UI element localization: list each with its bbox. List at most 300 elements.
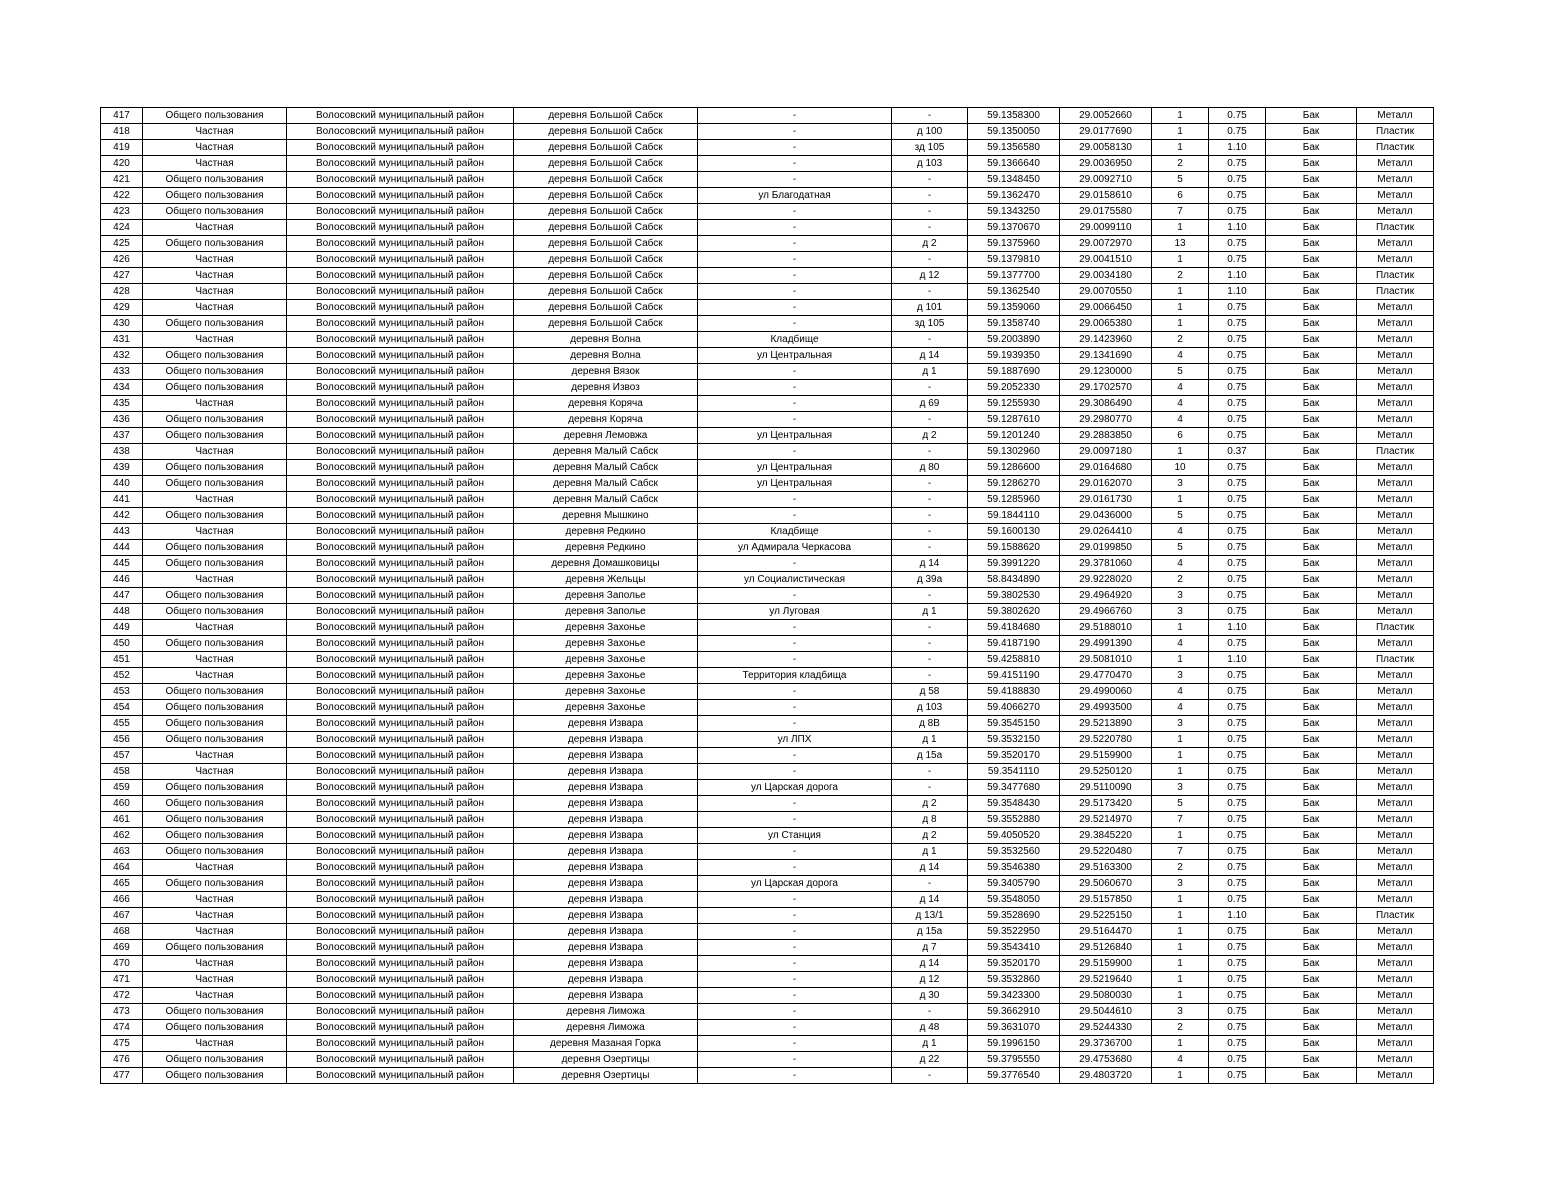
cell-latitude: 59.1366640 xyxy=(968,156,1060,172)
cell-container-type: Бак xyxy=(1266,652,1357,668)
cell-longitude: 29.5220780 xyxy=(1060,732,1152,748)
cell-district: Волосовский муниципальный район xyxy=(287,988,514,1004)
cell-number: 449 xyxy=(101,620,143,636)
cell-street: ул Адмирала Черкасова xyxy=(698,540,892,556)
cell-container-type: Бак xyxy=(1266,748,1357,764)
cell-district: Волосовский муниципальный район xyxy=(287,316,514,332)
cell-volume: 1.10 xyxy=(1209,908,1266,924)
cell-district: Волосовский муниципальный район xyxy=(287,1052,514,1068)
cell-street: - xyxy=(698,156,892,172)
cell-latitude: 59.1379810 xyxy=(968,252,1060,268)
cell-latitude: 59.1302960 xyxy=(968,444,1060,460)
cell-container-count: 1 xyxy=(1152,940,1209,956)
cell-house: д 69 xyxy=(892,396,968,412)
table-row xyxy=(101,316,1434,332)
cell-street: - xyxy=(698,492,892,508)
table-row xyxy=(101,732,1434,748)
cell-latitude: 59.4188830 xyxy=(968,684,1060,700)
cell-ownership: Общего пользования xyxy=(143,316,287,332)
cell-ownership: Частная xyxy=(143,764,287,780)
cell-material: Металл xyxy=(1357,540,1434,556)
cell-longitude: 29.0041510 xyxy=(1060,252,1152,268)
cell-longitude: 29.5159900 xyxy=(1060,956,1152,972)
cell-container-count: 1 xyxy=(1152,140,1209,156)
cell-settlement: деревня Волна xyxy=(514,348,698,364)
table-row xyxy=(101,652,1434,668)
cell-street: - xyxy=(698,140,892,156)
table-row xyxy=(101,764,1434,780)
cell-street: ул Царская дорога xyxy=(698,780,892,796)
cell-material: Металл xyxy=(1357,636,1434,652)
cell-ownership: Частная xyxy=(143,748,287,764)
cell-container-count: 4 xyxy=(1152,556,1209,572)
table-row xyxy=(101,124,1434,140)
cell-house: д 13/1 xyxy=(892,908,968,924)
table-row xyxy=(101,540,1434,556)
cell-container-count: 1 xyxy=(1152,124,1209,140)
table-row xyxy=(101,556,1434,572)
cell-number: 454 xyxy=(101,700,143,716)
cell-district: Волосовский муниципальный район xyxy=(287,460,514,476)
cell-ownership: Общего пользования xyxy=(143,828,287,844)
table-row xyxy=(101,844,1434,860)
cell-longitude: 29.0199850 xyxy=(1060,540,1152,556)
cell-settlement: деревня Мазаная Горка xyxy=(514,1036,698,1052)
cell-material: Металл xyxy=(1357,1004,1434,1020)
cell-ownership: Частная xyxy=(143,1036,287,1052)
cell-volume: 0.75 xyxy=(1209,524,1266,540)
cell-material: Металл xyxy=(1357,1068,1434,1084)
cell-street: - xyxy=(698,892,892,908)
cell-ownership: Частная xyxy=(143,668,287,684)
cell-district: Волосовский муниципальный район xyxy=(287,476,514,492)
table-row xyxy=(101,252,1434,268)
cell-longitude: 29.4966760 xyxy=(1060,604,1152,620)
cell-container-type: Бак xyxy=(1266,764,1357,780)
cell-ownership: Частная xyxy=(143,572,287,588)
cell-container-count: 4 xyxy=(1152,380,1209,396)
cell-district: Волосовский муниципальный район xyxy=(287,124,514,140)
cell-longitude: 29.9228020 xyxy=(1060,572,1152,588)
cell-settlement: деревня Малый Сабск xyxy=(514,492,698,508)
cell-ownership: Частная xyxy=(143,220,287,236)
cell-container-type: Бак xyxy=(1266,876,1357,892)
cell-number: 464 xyxy=(101,860,143,876)
cell-volume: 0.75 xyxy=(1209,636,1266,652)
table-row xyxy=(101,876,1434,892)
cell-street: ул Станция xyxy=(698,828,892,844)
cell-volume: 0.75 xyxy=(1209,1036,1266,1052)
cell-container-type: Бак xyxy=(1266,412,1357,428)
cell-latitude: 59.1286600 xyxy=(968,460,1060,476)
cell-ownership: Частная xyxy=(143,988,287,1004)
cell-number: 431 xyxy=(101,332,143,348)
table-row xyxy=(101,988,1434,1004)
cell-house: - xyxy=(892,108,968,124)
cell-material: Металл xyxy=(1357,476,1434,492)
cell-house: - xyxy=(892,492,968,508)
cell-longitude: 29.0072970 xyxy=(1060,236,1152,252)
cell-material: Металл xyxy=(1357,412,1434,428)
table-row xyxy=(101,1052,1434,1068)
table-row xyxy=(101,908,1434,924)
cell-street: - xyxy=(698,556,892,572)
cell-volume: 0.75 xyxy=(1209,1052,1266,1068)
cell-street: Кладбище xyxy=(698,332,892,348)
cell-ownership: Общего пользования xyxy=(143,604,287,620)
cell-district: Волосовский муниципальный район xyxy=(287,236,514,252)
cell-longitude: 29.5044610 xyxy=(1060,1004,1152,1020)
cell-number: 418 xyxy=(101,124,143,140)
cell-container-count: 1 xyxy=(1152,988,1209,1004)
cell-material: Металл xyxy=(1357,348,1434,364)
cell-container-count: 2 xyxy=(1152,268,1209,284)
cell-material: Металл xyxy=(1357,684,1434,700)
cell-settlement: деревня Малый Сабск xyxy=(514,476,698,492)
cell-volume: 0.75 xyxy=(1209,396,1266,412)
cell-house: - xyxy=(892,540,968,556)
cell-container-type: Бак xyxy=(1266,124,1357,140)
cell-container-count: 1 xyxy=(1152,652,1209,668)
cell-material: Пластик xyxy=(1357,444,1434,460)
cell-longitude: 29.1702570 xyxy=(1060,380,1152,396)
cell-container-count: 3 xyxy=(1152,668,1209,684)
cell-number: 427 xyxy=(101,268,143,284)
cell-district: Волосовский муниципальный район xyxy=(287,268,514,284)
data-table xyxy=(100,107,1434,1084)
cell-longitude: 29.5060670 xyxy=(1060,876,1152,892)
cell-district: Волосовский муниципальный район xyxy=(287,956,514,972)
cell-street: - xyxy=(698,108,892,124)
cell-longitude: 29.4990060 xyxy=(1060,684,1152,700)
cell-material: Металл xyxy=(1357,156,1434,172)
cell-settlement: деревня Домашковицы xyxy=(514,556,698,572)
cell-district: Волосовский муниципальный район xyxy=(287,1068,514,1084)
cell-volume: 0.75 xyxy=(1209,412,1266,428)
cell-district: Волосовский муниципальный район xyxy=(287,284,514,300)
cell-latitude: 59.3543410 xyxy=(968,940,1060,956)
cell-material: Пластик xyxy=(1357,140,1434,156)
cell-volume: 1.10 xyxy=(1209,284,1266,300)
cell-longitude: 29.5163300 xyxy=(1060,860,1152,876)
cell-number: 439 xyxy=(101,460,143,476)
cell-number: 440 xyxy=(101,476,143,492)
cell-house: д 2 xyxy=(892,796,968,812)
cell-container-type: Бак xyxy=(1266,300,1357,316)
cell-latitude: 59.3662910 xyxy=(968,1004,1060,1020)
cell-volume: 0.75 xyxy=(1209,300,1266,316)
cell-street: ул Центральная xyxy=(698,476,892,492)
cell-container-type: Бак xyxy=(1266,108,1357,124)
cell-house: д 1 xyxy=(892,1036,968,1052)
cell-container-type: Бак xyxy=(1266,268,1357,284)
cell-longitude: 29.4991390 xyxy=(1060,636,1152,652)
cell-container-type: Бак xyxy=(1266,1020,1357,1036)
cell-number: 459 xyxy=(101,780,143,796)
table-row xyxy=(101,780,1434,796)
cell-number: 453 xyxy=(101,684,143,700)
cell-settlement: деревня Извара xyxy=(514,716,698,732)
cell-container-type: Бак xyxy=(1266,940,1357,956)
cell-settlement: деревня Извара xyxy=(514,796,698,812)
cell-district: Волосовский муниципальный район xyxy=(287,972,514,988)
cell-container-count: 4 xyxy=(1152,700,1209,716)
cell-house: - xyxy=(892,332,968,348)
cell-volume: 0.75 xyxy=(1209,204,1266,220)
cell-container-count: 1 xyxy=(1152,620,1209,636)
cell-latitude: 59.3776540 xyxy=(968,1068,1060,1084)
cell-district: Волосовский муниципальный район xyxy=(287,412,514,428)
cell-longitude: 29.0162070 xyxy=(1060,476,1152,492)
cell-district: Волосовский муниципальный район xyxy=(287,684,514,700)
cell-ownership: Частная xyxy=(143,300,287,316)
cell-house: - xyxy=(892,508,968,524)
cell-house: д 1 xyxy=(892,844,968,860)
cell-street: - xyxy=(698,268,892,284)
cell-ownership: Общего пользования xyxy=(143,428,287,444)
cell-container-type: Бак xyxy=(1266,972,1357,988)
cell-district: Волосовский муниципальный район xyxy=(287,140,514,156)
cell-container-count: 3 xyxy=(1152,876,1209,892)
cell-container-count: 10 xyxy=(1152,460,1209,476)
cell-number: 434 xyxy=(101,380,143,396)
cell-settlement: деревня Большой Сабск xyxy=(514,156,698,172)
cell-ownership: Частная xyxy=(143,140,287,156)
cell-ownership: Общего пользования xyxy=(143,780,287,796)
cell-house: д 80 xyxy=(892,460,968,476)
cell-longitude: 29.0158610 xyxy=(1060,188,1152,204)
cell-ownership: Общего пользования xyxy=(143,876,287,892)
cell-container-count: 4 xyxy=(1152,348,1209,364)
cell-street: - xyxy=(698,844,892,860)
cell-house: - xyxy=(892,668,968,684)
cell-volume: 0.75 xyxy=(1209,476,1266,492)
cell-house: - xyxy=(892,188,968,204)
table-row xyxy=(101,892,1434,908)
cell-number: 430 xyxy=(101,316,143,332)
cell-house: д 15а xyxy=(892,924,968,940)
cell-street: - xyxy=(698,124,892,140)
cell-container-type: Бак xyxy=(1266,252,1357,268)
cell-ownership: Общего пользования xyxy=(143,108,287,124)
cell-material: Металл xyxy=(1357,492,1434,508)
cell-ownership: Общего пользования xyxy=(143,556,287,572)
cell-house: д 12 xyxy=(892,268,968,284)
cell-number: 435 xyxy=(101,396,143,412)
cell-longitude: 29.5188010 xyxy=(1060,620,1152,636)
table-row xyxy=(101,796,1434,812)
cell-latitude: 59.1996150 xyxy=(968,1036,1060,1052)
cell-container-type: Бак xyxy=(1266,236,1357,252)
cell-volume: 0.75 xyxy=(1209,236,1266,252)
cell-ownership: Общего пользования xyxy=(143,796,287,812)
cell-material: Металл xyxy=(1357,428,1434,444)
cell-container-type: Бак xyxy=(1266,428,1357,444)
cell-material: Металл xyxy=(1357,588,1434,604)
cell-house: - xyxy=(892,876,968,892)
cell-volume: 0.75 xyxy=(1209,972,1266,988)
cell-material: Металл xyxy=(1357,508,1434,524)
cell-ownership: Частная xyxy=(143,332,287,348)
cell-container-count: 1 xyxy=(1152,108,1209,124)
cell-number: 463 xyxy=(101,844,143,860)
cell-container-type: Бак xyxy=(1266,204,1357,220)
cell-ownership: Частная xyxy=(143,444,287,460)
cell-material: Металл xyxy=(1357,764,1434,780)
cell-container-count: 1 xyxy=(1152,284,1209,300)
cell-longitude: 29.5080030 xyxy=(1060,988,1152,1004)
cell-material: Металл xyxy=(1357,844,1434,860)
cell-street: ул Социалистическая xyxy=(698,572,892,588)
cell-settlement: деревня Извара xyxy=(514,908,698,924)
cell-volume: 0.75 xyxy=(1209,956,1266,972)
cell-latitude: 59.4184680 xyxy=(968,620,1060,636)
cell-container-type: Бак xyxy=(1266,172,1357,188)
cell-latitude: 59.3423300 xyxy=(968,988,1060,1004)
cell-material: Металл xyxy=(1357,524,1434,540)
cell-house: д 15а xyxy=(892,748,968,764)
table-body xyxy=(101,108,1434,1084)
cell-number: 456 xyxy=(101,732,143,748)
cell-longitude: 29.0175580 xyxy=(1060,204,1152,220)
cell-material: Металл xyxy=(1357,924,1434,940)
table-row xyxy=(101,268,1434,284)
cell-latitude: 59.3546380 xyxy=(968,860,1060,876)
cell-settlement: деревня Захонье xyxy=(514,636,698,652)
cell-container-count: 4 xyxy=(1152,524,1209,540)
cell-ownership: Общего пользования xyxy=(143,716,287,732)
cell-district: Волосовский муниципальный район xyxy=(287,524,514,540)
cell-longitude: 29.4993500 xyxy=(1060,700,1152,716)
cell-longitude: 29.2980770 xyxy=(1060,412,1152,428)
cell-container-count: 1 xyxy=(1152,956,1209,972)
cell-latitude: 59.1375960 xyxy=(968,236,1060,252)
cell-district: Волосовский муниципальный район xyxy=(287,540,514,556)
cell-settlement: деревня Большой Сабск xyxy=(514,284,698,300)
cell-longitude: 29.0065380 xyxy=(1060,316,1152,332)
cell-house: д 1 xyxy=(892,604,968,620)
cell-longitude: 29.0034180 xyxy=(1060,268,1152,284)
cell-ownership: Частная xyxy=(143,396,287,412)
cell-volume: 0.75 xyxy=(1209,780,1266,796)
cell-volume: 0.75 xyxy=(1209,924,1266,940)
cell-number: 424 xyxy=(101,220,143,236)
cell-latitude: 59.3631070 xyxy=(968,1020,1060,1036)
table-row xyxy=(101,508,1434,524)
cell-material: Металл xyxy=(1357,316,1434,332)
cell-house: д 2 xyxy=(892,828,968,844)
cell-ownership: Частная xyxy=(143,924,287,940)
cell-settlement: деревня Лиможа xyxy=(514,1004,698,1020)
cell-district: Волосовский муниципальный район xyxy=(287,828,514,844)
cell-container-count: 1 xyxy=(1152,492,1209,508)
cell-number: 445 xyxy=(101,556,143,572)
cell-material: Металл xyxy=(1357,812,1434,828)
cell-container-count: 1 xyxy=(1152,892,1209,908)
table-row xyxy=(101,380,1434,396)
cell-volume: 0.75 xyxy=(1209,812,1266,828)
cell-container-count: 2 xyxy=(1152,860,1209,876)
cell-settlement: деревня Озертицы xyxy=(514,1068,698,1084)
cell-district: Волосовский муниципальный район xyxy=(287,508,514,524)
cell-house: - xyxy=(892,172,968,188)
cell-house: д 8В xyxy=(892,716,968,732)
cell-longitude: 29.1341690 xyxy=(1060,348,1152,364)
cell-house: д 14 xyxy=(892,556,968,572)
cell-container-count: 1 xyxy=(1152,908,1209,924)
table-row xyxy=(101,220,1434,236)
cell-district: Волосовский муниципальный район xyxy=(287,876,514,892)
cell-house: - xyxy=(892,252,968,268)
cell-settlement: деревня Извара xyxy=(514,764,698,780)
cell-number: 461 xyxy=(101,812,143,828)
cell-ownership: Общего пользования xyxy=(143,812,287,828)
cell-container-count: 3 xyxy=(1152,604,1209,620)
cell-volume: 0.75 xyxy=(1209,1004,1266,1020)
cell-latitude: 59.3477680 xyxy=(968,780,1060,796)
cell-settlement: деревня Волна xyxy=(514,332,698,348)
cell-number: 466 xyxy=(101,892,143,908)
cell-latitude: 59.3528690 xyxy=(968,908,1060,924)
cell-volume: 1.10 xyxy=(1209,652,1266,668)
cell-container-count: 1 xyxy=(1152,764,1209,780)
cell-container-type: Бак xyxy=(1266,396,1357,412)
cell-container-count: 2 xyxy=(1152,572,1209,588)
cell-volume: 0.75 xyxy=(1209,588,1266,604)
cell-material: Пластик xyxy=(1357,652,1434,668)
cell-settlement: деревня Извара xyxy=(514,988,698,1004)
cell-latitude: 59.1588620 xyxy=(968,540,1060,556)
cell-ownership: Общего пользования xyxy=(143,700,287,716)
cell-container-count: 1 xyxy=(1152,316,1209,332)
cell-settlement: деревня Извара xyxy=(514,844,698,860)
cell-latitude: 59.1201240 xyxy=(968,428,1060,444)
cell-ownership: Общего пользования xyxy=(143,940,287,956)
cell-longitude: 29.1230000 xyxy=(1060,364,1152,380)
table-row xyxy=(101,636,1434,652)
cell-settlement: деревня Извара xyxy=(514,876,698,892)
cell-ownership: Общего пользования xyxy=(143,732,287,748)
cell-ownership: Частная xyxy=(143,124,287,140)
cell-ownership: Общего пользования xyxy=(143,636,287,652)
cell-number: 417 xyxy=(101,108,143,124)
cell-street: - xyxy=(698,1068,892,1084)
cell-number: 477 xyxy=(101,1068,143,1084)
cell-house: - xyxy=(892,476,968,492)
cell-volume: 0.75 xyxy=(1209,988,1266,1004)
cell-house: - xyxy=(892,220,968,236)
cell-container-type: Бак xyxy=(1266,332,1357,348)
cell-latitude: 59.3548050 xyxy=(968,892,1060,908)
cell-container-type: Бак xyxy=(1266,908,1357,924)
cell-house: д 103 xyxy=(892,156,968,172)
cell-number: 462 xyxy=(101,828,143,844)
cell-longitude: 29.0177690 xyxy=(1060,124,1152,140)
cell-latitude: 59.1286270 xyxy=(968,476,1060,492)
cell-number: 442 xyxy=(101,508,143,524)
cell-volume: 0.75 xyxy=(1209,844,1266,860)
cell-longitude: 29.5213890 xyxy=(1060,716,1152,732)
cell-material: Металл xyxy=(1357,972,1434,988)
cell-container-count: 1 xyxy=(1152,444,1209,460)
cell-number: 457 xyxy=(101,748,143,764)
cell-street: ул ЛПХ xyxy=(698,732,892,748)
cell-container-count: 1 xyxy=(1152,748,1209,764)
cell-settlement: деревня Извара xyxy=(514,892,698,908)
table-row xyxy=(101,348,1434,364)
cell-number: 423 xyxy=(101,204,143,220)
cell-latitude: 59.3541110 xyxy=(968,764,1060,780)
